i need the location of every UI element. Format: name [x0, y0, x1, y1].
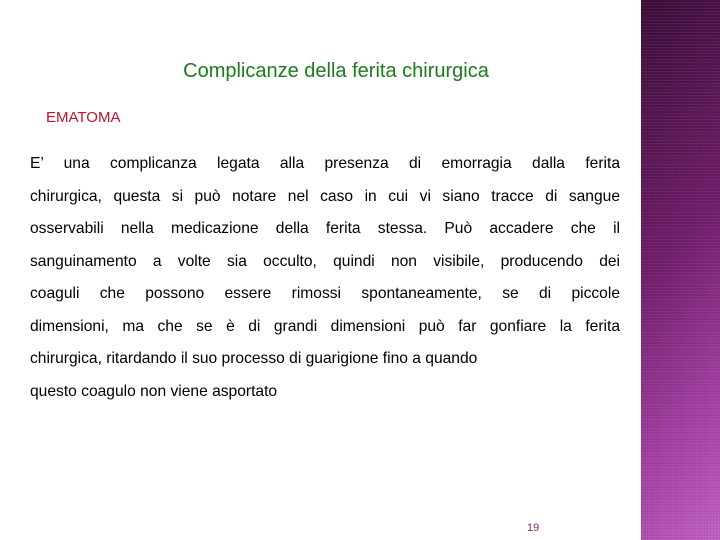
body-line: dimensioni, ma che se è di grandi dimensioni può far gonfiare la ferita: [30, 317, 620, 335]
section-heading: EMATOMA: [46, 109, 121, 126]
body-line: chirurgica, questa si può notare nel caso in cui vi siano tracce di sangue: [30, 187, 620, 205]
decorative-side-panel: [641, 0, 720, 540]
body-line: E’ una complicanza legata alla presenza di emorragia dalla ferita: [30, 155, 620, 172]
body-line: coaguli che possono essere rimossi spontaneamente, se di piccole: [30, 285, 620, 302]
page-number: 19: [527, 522, 540, 534]
body-line: chirurgica, ritardando il suo processo di guarigione fino a quando: [30, 350, 478, 367]
body-line: questo coagulo non viene asportato: [30, 382, 278, 400]
body-line: sanguinamento a volte sia occulto, quindi non visibile, producendo dei: [30, 252, 620, 270]
slide-title: Complicanze della ferita chirurgica: [183, 60, 489, 82]
body-line: osservabili nella medicazione della ferita stessa. Può accadere che il: [30, 220, 620, 237]
body-paragraph: [30, 148, 620, 408]
